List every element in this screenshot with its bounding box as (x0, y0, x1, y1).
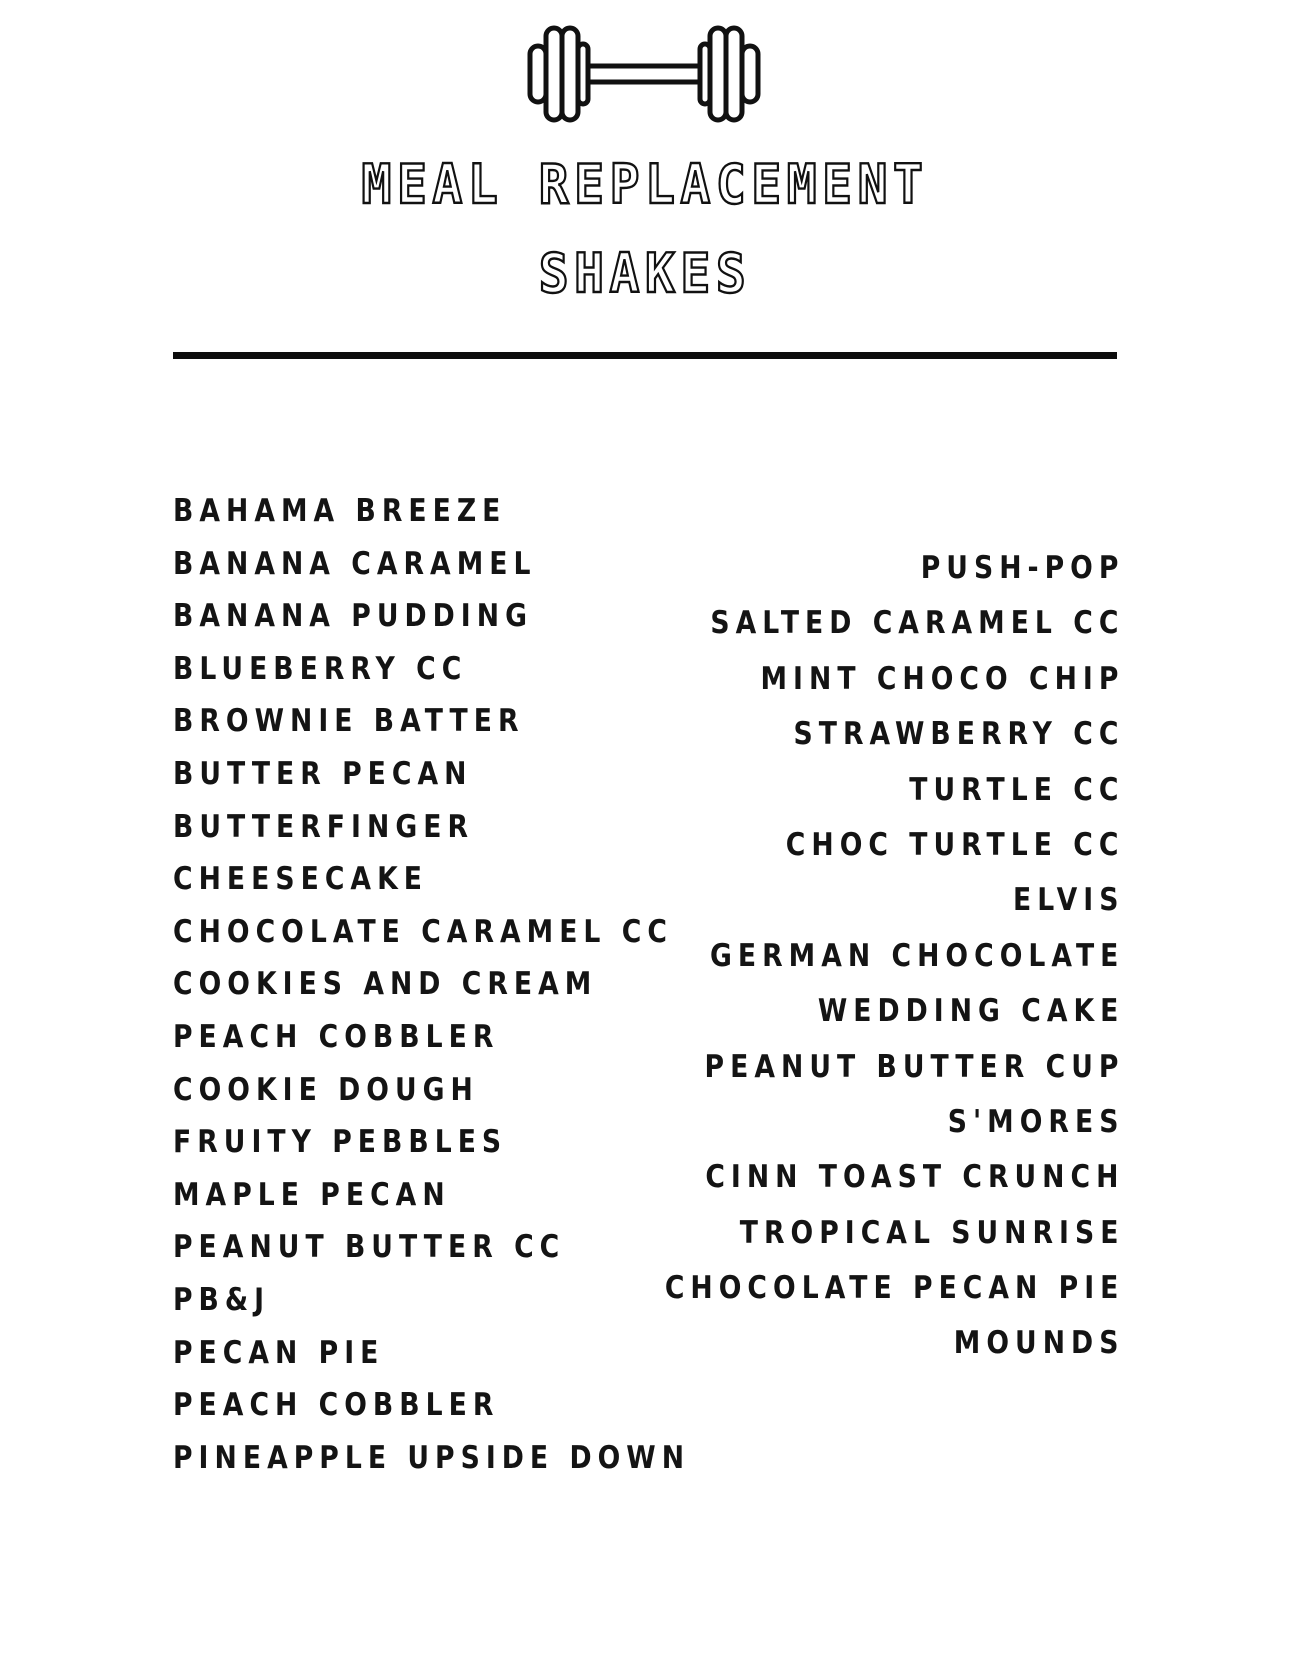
flavor-item: PB&J (173, 1281, 271, 1318)
flavor-item: BANANA CARAMEL (173, 545, 537, 582)
flavor-item: BLUEBERRY CC (173, 650, 468, 687)
flavor-item: FRUITY PEBBLES (173, 1124, 508, 1161)
flavor-item: BUTTERFINGER (173, 808, 474, 845)
flavor-item: BAHAMA BREEZE (173, 493, 507, 529)
flavor-item: TURTLE CC (908, 771, 1124, 808)
flavor-item: SALTED CARAMEL CC (709, 605, 1124, 642)
page-title-line-1: MEAL REPLACEMENT (361, 153, 929, 216)
flavor-item: MINT CHOCO CHIP (760, 660, 1124, 697)
flavor-item: BANANA PUDDING (173, 598, 533, 635)
flavor-item: WEDDING CAKE (817, 993, 1124, 1030)
page-title-line-2: SHAKES (538, 242, 752, 305)
dumbbell-icon (526, 22, 762, 126)
flavor-item: S'MORES (947, 1103, 1124, 1140)
flavor-item: TROPICAL SUNRISE (739, 1214, 1124, 1251)
flavor-item: STRAWBERRY CC (793, 716, 1124, 753)
flavor-item: PEACH COBBLER (173, 1018, 500, 1055)
flavor-item: GERMAN CHOCOLATE (709, 937, 1124, 974)
flavor-item: CINN TOAST CRUNCH (704, 1159, 1124, 1196)
flavor-item: CHOCOLATE CARAMEL CC (173, 913, 673, 950)
flavor-item: PEANUT BUTTER CC (173, 1229, 566, 1266)
flavor-item: PEACH COBBLER (173, 1387, 500, 1424)
flavor-item: MAPLE PECAN (173, 1176, 451, 1213)
flavor-item: CHOCOLATE PECAN PIE (664, 1270, 1124, 1307)
title-divider (173, 352, 1117, 359)
flavor-item: PINEAPPLE UPSIDE DOWN (173, 1439, 691, 1476)
flavor-item: COOKIES AND CREAM (173, 966, 598, 1003)
flavor-item: PECAN PIE (173, 1334, 385, 1371)
flavor-item: BUTTER PECAN (173, 755, 473, 792)
flavor-item: MOUNDS (953, 1325, 1124, 1362)
flavor-item: BROWNIE BATTER (173, 703, 525, 740)
flavor-list-right (590, 548, 1124, 1379)
flavor-item: CHOC TURTLE CC (785, 826, 1124, 863)
flavor-item: PEANUT BUTTER CUP (704, 1048, 1124, 1085)
flavor-item: ELVIS (1012, 882, 1124, 919)
flavor-item: PUSH-POP (920, 550, 1124, 586)
flavor-item: COOKIE DOUGH (173, 1071, 479, 1108)
flavor-item: CHEESECAKE (173, 861, 428, 898)
